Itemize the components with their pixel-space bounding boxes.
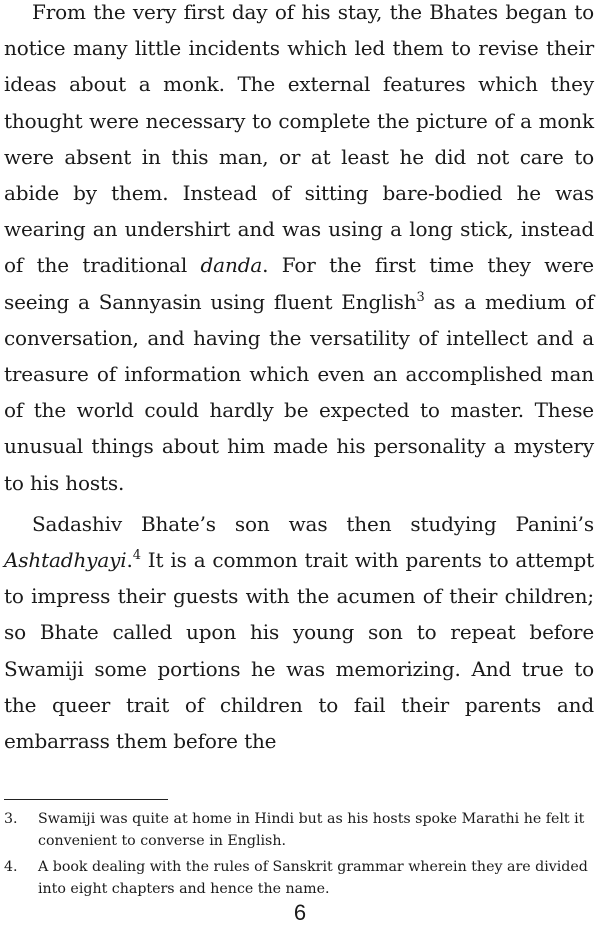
footnote-number: 4. [4,859,18,875]
footnote-text: Swamiji was quite at home in Hindi but as his hosts spoke Marathi he felt it convenient to converse in English. [38,811,585,849]
text-run: It is a common trait with parents to attempt to impress their guests with the acumen of their children; so Bhate called upon his young son to repeat before Swamiji some portions he was memorizing. And true to the queer trait of children to fail their parents and embarrass them before the [4,548,594,754]
text-run: as a medium of conversation, and having the versatility of intellect and a treasure of information which even an accomplished man of the world could hardly be expected to master. These unusual things about him made his personality a mystery to his hosts. [4,289,594,495]
text-run: . For the first time they were seeing a Sannyasin using fluent English [4,253,594,314]
text-run: . [126,548,133,573]
footnote-text: A book dealing with the rules of Sanskrit grammar wherein they are divided into eight chapters and hence the name. [38,859,588,897]
italic-term: danda [200,253,263,278]
footnote-reference: 3 [416,289,425,305]
footnote-divider [4,799,168,800]
text-run: Sadashiv Bhate’s son was then studying Panini’s [32,511,594,536]
italic-term: Ashtadhyayi [4,548,127,573]
footnotes [4,808,594,904]
paragraph [4,0,594,501]
text-run: From the very first day of his stay, the Bhates began to notice many little incidents which led them to revise their ideas about a monk. The external features which they thought were necessary to complete the picture of a monk were absent in this man, or at least he did not care to abide by them. Instead of sitting bare-bodied he was wearing an undershirt and was using a long stick, instead of the traditional [4,0,594,278]
page-number: 6 [293,900,307,925]
footnote-number: 3. [4,811,18,827]
footnote [4,808,594,852]
paragraph [4,506,594,759]
footnote-reference: 4 [132,548,141,564]
footnote [4,856,594,900]
